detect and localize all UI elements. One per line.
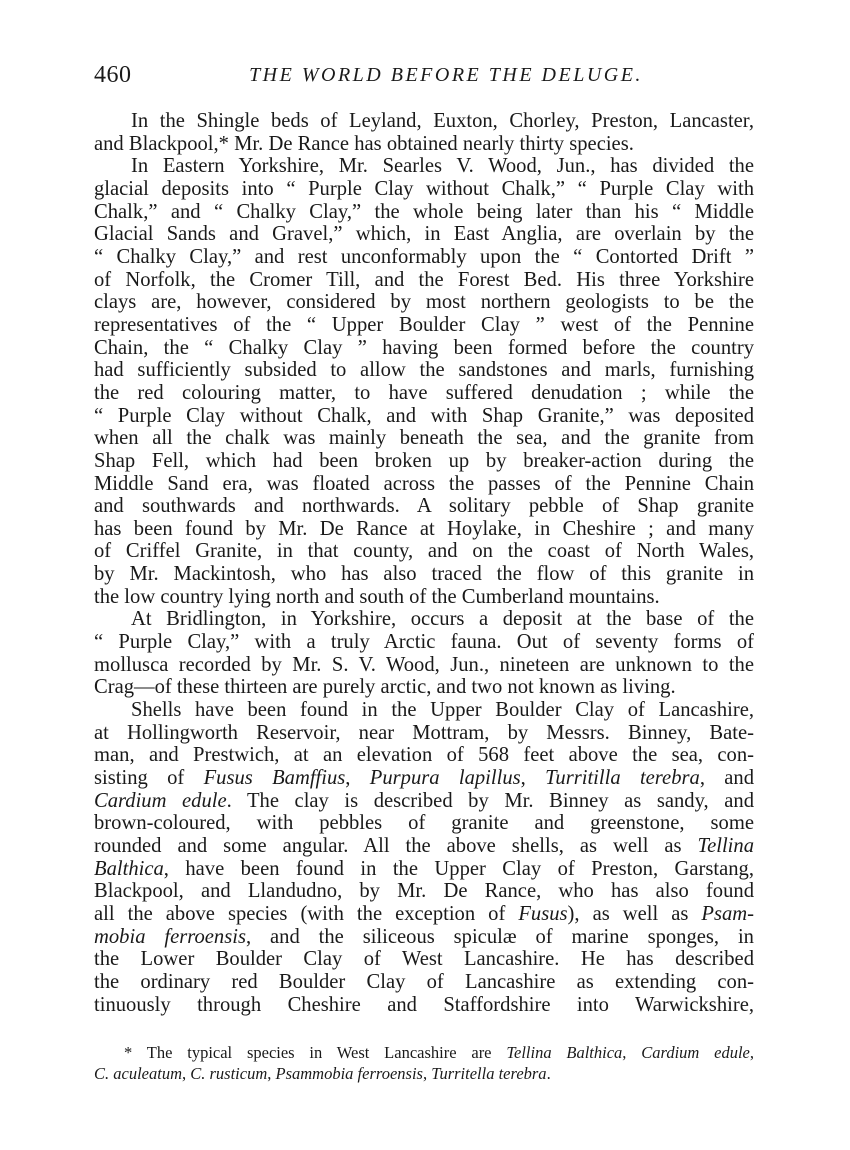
page-number: 460 [94, 62, 132, 88]
text-line: “ Chalky Clay,” and rest unconformably upon the “ Contorted Drift ” [94, 245, 754, 268]
text-line: Glacial Sands and Gravel,” which, in East Anglia, are overlain by the [94, 223, 754, 246]
text-line: brown-coloured, with pebbles of granite and greenstone, some [94, 812, 754, 835]
text-line-italic: sisting of Fusus Bamffius, Purpura lapillus, Turritilla terebra, and [94, 767, 754, 790]
text-line: had sufficiently subsided to allow the sandstones and marls, furnishing [94, 359, 754, 382]
text-line: At Bridlington, in Yorkshire, occurs a deposit at the base of the [131, 608, 754, 631]
text-line: clays are, however, considered by most northern geologists to be the [94, 291, 754, 314]
text-line: Crag—of these thirteen are purely arctic, and two not known as living. [94, 676, 676, 699]
text-line: the low country lying north and south of the Cumberland mountains. [94, 585, 660, 608]
footnote-line: C. aculeatum, C. rusticum, Psammobia ferroensis, Turritella terebra. [94, 1064, 551, 1083]
text-line: the ordinary red Boulder Clay of Lancashire as extending con- [94, 970, 754, 993]
text-line: Shap Fell, which had been broken up by breaker-action during the [94, 449, 754, 472]
text-line: Chain, the “ Chalky Clay ” having been formed before the country [94, 336, 754, 359]
footnote-line: * The typical species in West Lancashire are Tellina Balthica, Cardium edule, [124, 1043, 754, 1062]
text-line: Shells have been found in the Upper Boulder Clay of Lancashire, [131, 699, 754, 722]
text-line: has been found by Mr. De Rance at Hoylake, in Cheshire ; and many [94, 517, 754, 540]
text-line-italic: Balthica, have been found in the Upper Clay of Preston, Garstang, [94, 857, 754, 880]
text-line: and southwards and northwards. A solitary pebble of Shap granite [94, 495, 754, 518]
text-line-italic: mobia ferroensis, and the siliceous spiculæ of marine sponges, in [94, 925, 754, 948]
text-line: by Mr. Mackintosh, who has also traced the flow of this granite in [94, 563, 754, 586]
text-line: and Blackpool,* Mr. De Rance has obtained nearly thirty species. [94, 132, 634, 155]
text-line: the Lower Boulder Clay of West Lancashire. He has described [94, 948, 754, 971]
body-text [94, 110, 754, 1016]
text-line: mollusca recorded by Mr. S. V. Wood, Jun., nineteen are unknown to the [94, 653, 754, 676]
text-line: In Eastern Yorkshire, Mr. Searles V. Wood, Jun., has divided the [131, 155, 754, 178]
text-line: “ Purple Clay,” with a truly Arctic fauna. Out of seventy forms of [94, 631, 754, 654]
text-line: Chalk,” and “ Chalky Clay,” the whole being later than his “ Middle [94, 200, 754, 223]
text-line: when all the chalk was mainly beneath the sea, and the granite from [94, 427, 754, 450]
text-line: man, and Prestwich, at an elevation of 568 feet above the sea, con- [94, 744, 754, 767]
text-line: of Norfolk, the Cromer Till, and the Forest Bed. His three Yorkshire [94, 268, 754, 291]
text-line: “ Purple Clay without Chalk, and with Shap Granite,” was deposited [94, 404, 754, 427]
text-line: of Criffel Granite, in that county, and on the coast of North Wales, [94, 540, 754, 563]
text-line: Blackpool, and Llandudno, by Mr. De Rance, who has also found [94, 880, 754, 903]
text-line: In the Shingle beds of Leyland, Euxton, Chorley, Preston, Lancaster, [131, 110, 754, 132]
text-line: Middle Sand era, was floated across the passes of the Pennine Chain [94, 472, 754, 495]
text-line: representatives of the “ Upper Boulder Clay ” west of the Pennine [94, 313, 754, 336]
text-line-italic: all the above species (with the exception of Fusus), as well as Psam- [94, 902, 755, 925]
text-line-italic: Cardium edule. The clay is described by Mr. Binney as sandy, and [94, 789, 755, 812]
text-line: at Hollingworth Reservoir, near Mottram, by Messrs. Binney, Bate- [94, 721, 754, 744]
page-header [94, 58, 758, 98]
running-head: THE WORLD BEFORE THE DELUGE. [249, 64, 643, 86]
text-line: the red colouring matter, to have suffered denudation ; while the [94, 381, 754, 404]
text-line: glacial deposits into “ Purple Clay without Chalk,” “ Purple Clay with [94, 177, 754, 200]
text-line-italic: rounded and some angular. All the above shells, as well as Tellina [94, 835, 754, 857]
text-line: tinuously through Cheshire and Staffordshire into Warwickshire, [94, 993, 754, 1016]
footnote [94, 1042, 754, 1084]
